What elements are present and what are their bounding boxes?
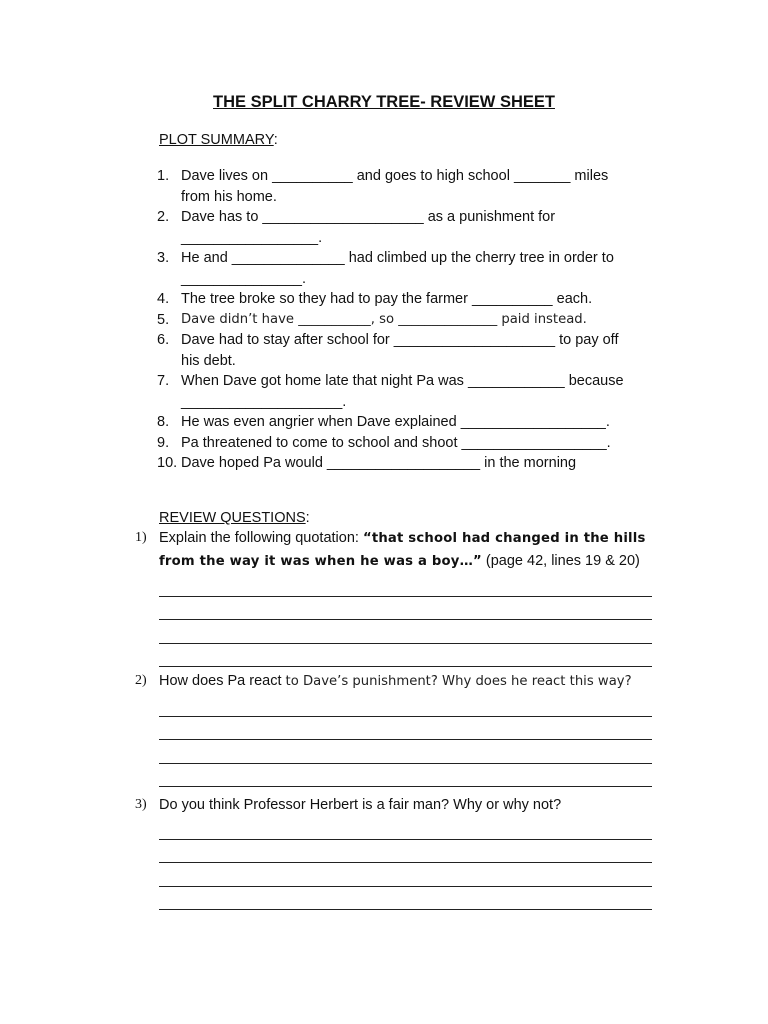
plot-item-text: Dave didn’t have ___________, so _______________ paid instead. bbox=[181, 311, 587, 327]
plot-item-text: He and ______________ had climbed up the cherry tree in order to _______________. bbox=[181, 250, 614, 287]
question-text bbox=[159, 670, 665, 693]
answer-line[interactable] bbox=[159, 573, 652, 597]
quotation: “that school had changed in the hills from the way it was when he was a boy…” bbox=[159, 531, 646, 569]
question-text bbox=[159, 527, 665, 573]
answer-line[interactable] bbox=[159, 597, 652, 621]
plot-item-9 bbox=[157, 433, 657, 454]
plot-item-number: 4. bbox=[157, 291, 170, 307]
plot-summary-heading-text: PLOT SUMMARY bbox=[159, 132, 274, 148]
answer-line[interactable] bbox=[159, 816, 652, 840]
question-rest: to Dave’s punishment? Why does he react this way? bbox=[285, 674, 632, 689]
plot-item-5 bbox=[157, 310, 657, 331]
review-questions-heading-text: REVIEW QUESTIONS bbox=[159, 510, 306, 526]
plot-item-text: Pa threatened to come to school and shoot __________________. bbox=[181, 434, 611, 451]
plot-item-number: 7. bbox=[157, 373, 170, 389]
plot-item-number: 6. bbox=[157, 332, 170, 348]
plot-item-number: 2. bbox=[157, 209, 170, 225]
plot-item-6 bbox=[157, 330, 657, 371]
plot-item-text: He was even angrier when Dave explained __________________. bbox=[181, 414, 610, 430]
review-questions-heading bbox=[159, 510, 310, 526]
question-lead: How does Pa react bbox=[159, 673, 286, 689]
answer-line[interactable] bbox=[159, 740, 652, 764]
question-row bbox=[135, 670, 665, 693]
plot-item-10 bbox=[157, 453, 657, 474]
plot-summary-heading bbox=[159, 132, 278, 148]
plot-summary-colon: : bbox=[273, 132, 278, 148]
review-question-3 bbox=[135, 794, 665, 910]
plot-item-number: 5. bbox=[157, 311, 170, 328]
answer-line[interactable] bbox=[159, 717, 652, 741]
plot-item-text: The tree broke so they had to pay the farmer __________ each. bbox=[181, 291, 593, 307]
plot-item-number: 10. bbox=[157, 455, 178, 471]
question-lead: Explain the following quotation: bbox=[159, 530, 363, 546]
review-question-1 bbox=[135, 527, 665, 667]
plot-item-1 bbox=[157, 166, 657, 207]
plot-item-2 bbox=[157, 207, 657, 248]
plot-item-7 bbox=[157, 371, 657, 412]
question-text: Do you think Professor Herbert is a fair man? Why or why not? bbox=[159, 797, 562, 813]
answer-line[interactable] bbox=[159, 644, 652, 668]
review-questions-colon: : bbox=[305, 510, 310, 526]
plot-summary-list bbox=[157, 166, 657, 474]
plot-item-number: 1. bbox=[157, 168, 170, 184]
answer-line[interactable] bbox=[159, 863, 652, 887]
plot-item-text: Dave had to stay after school for ____________________ to pay off his debt. bbox=[181, 332, 619, 369]
plot-item-4 bbox=[157, 289, 657, 310]
page-reference: (page 42, lines 19 & 20) bbox=[481, 553, 640, 569]
answer-line[interactable] bbox=[159, 887, 652, 911]
plot-item-number: 3. bbox=[157, 250, 170, 266]
question-row bbox=[135, 794, 665, 816]
page-title: THE SPLIT CHARRY TREE- REVIEW SHEET bbox=[213, 93, 555, 111]
plot-item-text: Dave lives on __________ and goes to high school _______ miles from his home. bbox=[181, 168, 609, 205]
plot-item-8 bbox=[157, 412, 657, 433]
question-number: 2) bbox=[135, 673, 147, 688]
question-number: 1) bbox=[135, 530, 147, 545]
answer-line[interactable] bbox=[159, 693, 652, 717]
question-row bbox=[135, 527, 665, 573]
answer-line[interactable] bbox=[159, 764, 652, 788]
plot-item-text: Dave has to ____________________ as a punishment for _________________. bbox=[181, 209, 556, 246]
review-question-2 bbox=[135, 670, 665, 787]
plot-item-text: When Dave got home late that night Pa was ____________ because ____________________. bbox=[181, 373, 624, 410]
plot-item-number: 9. bbox=[157, 434, 170, 451]
answer-line[interactable] bbox=[159, 620, 652, 644]
answer-line[interactable] bbox=[159, 840, 652, 864]
plot-item-text: Dave hoped Pa would ___________________ in the morning bbox=[181, 455, 577, 471]
plot-item-number: 8. bbox=[157, 414, 170, 430]
plot-item-3 bbox=[157, 248, 657, 289]
question-number: 3) bbox=[135, 797, 147, 812]
